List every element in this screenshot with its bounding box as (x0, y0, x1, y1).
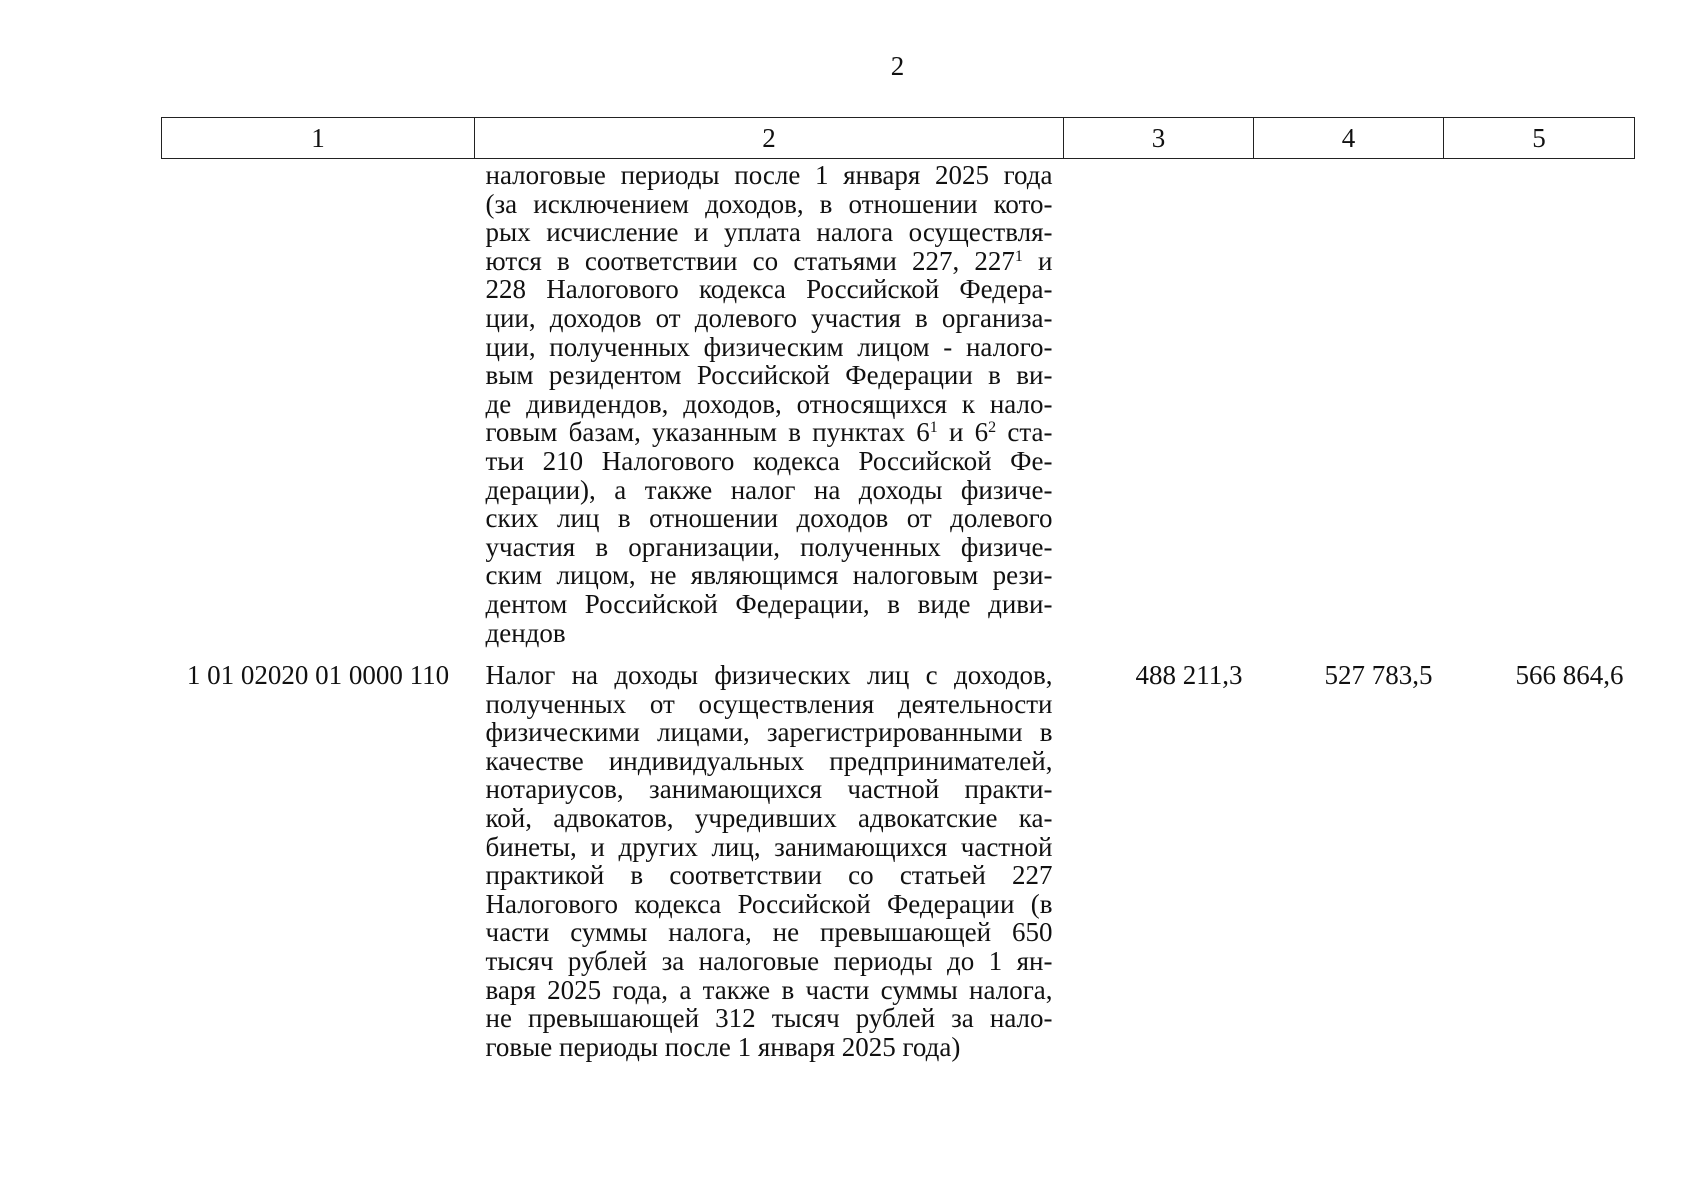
desc-line: дерации), а также налог на доходы физиче- (485, 474, 1053, 505)
desc-line: вым резидентом Российской Федерации в ви- (485, 360, 1053, 391)
desc-line: участия в организации, полученных физиче- (485, 531, 1053, 562)
desc-text: ются в соответствии со статьями 227, 227 (485, 245, 1015, 276)
desc-line: де дивидендов, доходов, относящихся к нало- (485, 388, 1053, 419)
row-value-col-3: 488 211,3 (1135, 660, 1243, 691)
desc-text: и 6 (937, 417, 989, 448)
header-row (162, 118, 1635, 159)
desc-text: говым базам, указанным в пунктах 6 (485, 417, 930, 448)
table-row-1-01-02020 (162, 661, 1635, 1061)
desc-line: говые периоды после 1 января 2025 года) (485, 1031, 961, 1062)
desc-line: части суммы налога, не превышающей 650 (485, 917, 1053, 948)
desc-line: ским лицом, не являющимся налоговым рези- (485, 560, 1053, 591)
desc-line: Налогового кодекса Российской Федерации (в (485, 888, 1053, 919)
desc-line: Налог на доходы физических лиц с доходов, (485, 660, 1053, 691)
desc-line: (за исключением доходов, в отношении кото- (485, 188, 1053, 219)
desc-line: тысяч рублей за налоговые периоды до 1 ян- (485, 946, 1053, 977)
desc-line: не превышающей 312 тысяч рублей за нало- (485, 1003, 1053, 1034)
superscript: 1 (929, 419, 938, 437)
row-value-col-5 (1444, 159, 1635, 662)
desc-text: и (1022, 245, 1053, 276)
header-col-2: 2 (475, 118, 1064, 159)
header-col-4: 4 (1254, 118, 1444, 159)
desc-line: кой, адвокатов, учредивших адвокатские ка- (485, 803, 1053, 834)
row-code (162, 159, 475, 662)
row-value-col-3 (1064, 159, 1254, 662)
desc-line: полученных от осуществления деятельности (485, 688, 1053, 719)
row-code: 1 01 02020 01 0000 110 (186, 660, 450, 691)
desc-line: физическими лицами, зарегистрированными в (485, 717, 1053, 748)
desc-line: качестве индивидуальных предпринимателей, (485, 745, 1053, 776)
header-col-3: 3 (1064, 118, 1254, 159)
table-row-continuation (162, 159, 1635, 662)
desc-line (486, 418, 1053, 447)
desc-line: практикой в соответствии со статьей 227 (485, 860, 1053, 891)
desc-line: варя 2025 года, а также в части суммы налога, (485, 974, 1053, 1005)
row-description (475, 159, 1064, 662)
page-number: 2 (890, 51, 905, 81)
desc-line: дендов (485, 617, 566, 648)
superscript: 1 (1014, 247, 1023, 265)
desc-line: тьи 210 Налогового кодекса Российской Фе- (485, 445, 1053, 476)
desc-line: рых исчисление и уплата налога осуществля- (485, 217, 1053, 248)
header-col-5: 5 (1444, 118, 1635, 159)
desc-line: бинеты, и других лиц, занимающихся частной (485, 831, 1053, 862)
row-value-col-4 (1254, 159, 1444, 662)
header-col-1: 1 (162, 118, 475, 159)
row-description (475, 661, 1064, 1061)
desc-line: нотариусов, занимающихся частной практи- (485, 774, 1053, 805)
desc-text: ста- (996, 417, 1053, 448)
desc-line: дентом Российской Федерации, в виде диви- (485, 588, 1053, 619)
budget-table (161, 117, 1635, 1061)
desc-line: ции, доходов от долевого участия в организа- (485, 302, 1053, 333)
desc-line: 228 Налогового кодекса Российской Федера- (485, 274, 1053, 305)
desc-line: налоговые периоды после 1 января 2025 года (485, 160, 1053, 190)
table-header (162, 118, 1635, 159)
row-value-col-5: 566 864,6 (1515, 660, 1624, 691)
superscript: 2 (988, 419, 997, 437)
desc-line: ции, полученных физическим лицом - налого- (485, 331, 1053, 362)
row-value-col-4: 527 783,5 (1324, 660, 1433, 691)
desc-line (486, 247, 1053, 276)
desc-line: ских лиц в отношении доходов от долевого (485, 503, 1053, 534)
